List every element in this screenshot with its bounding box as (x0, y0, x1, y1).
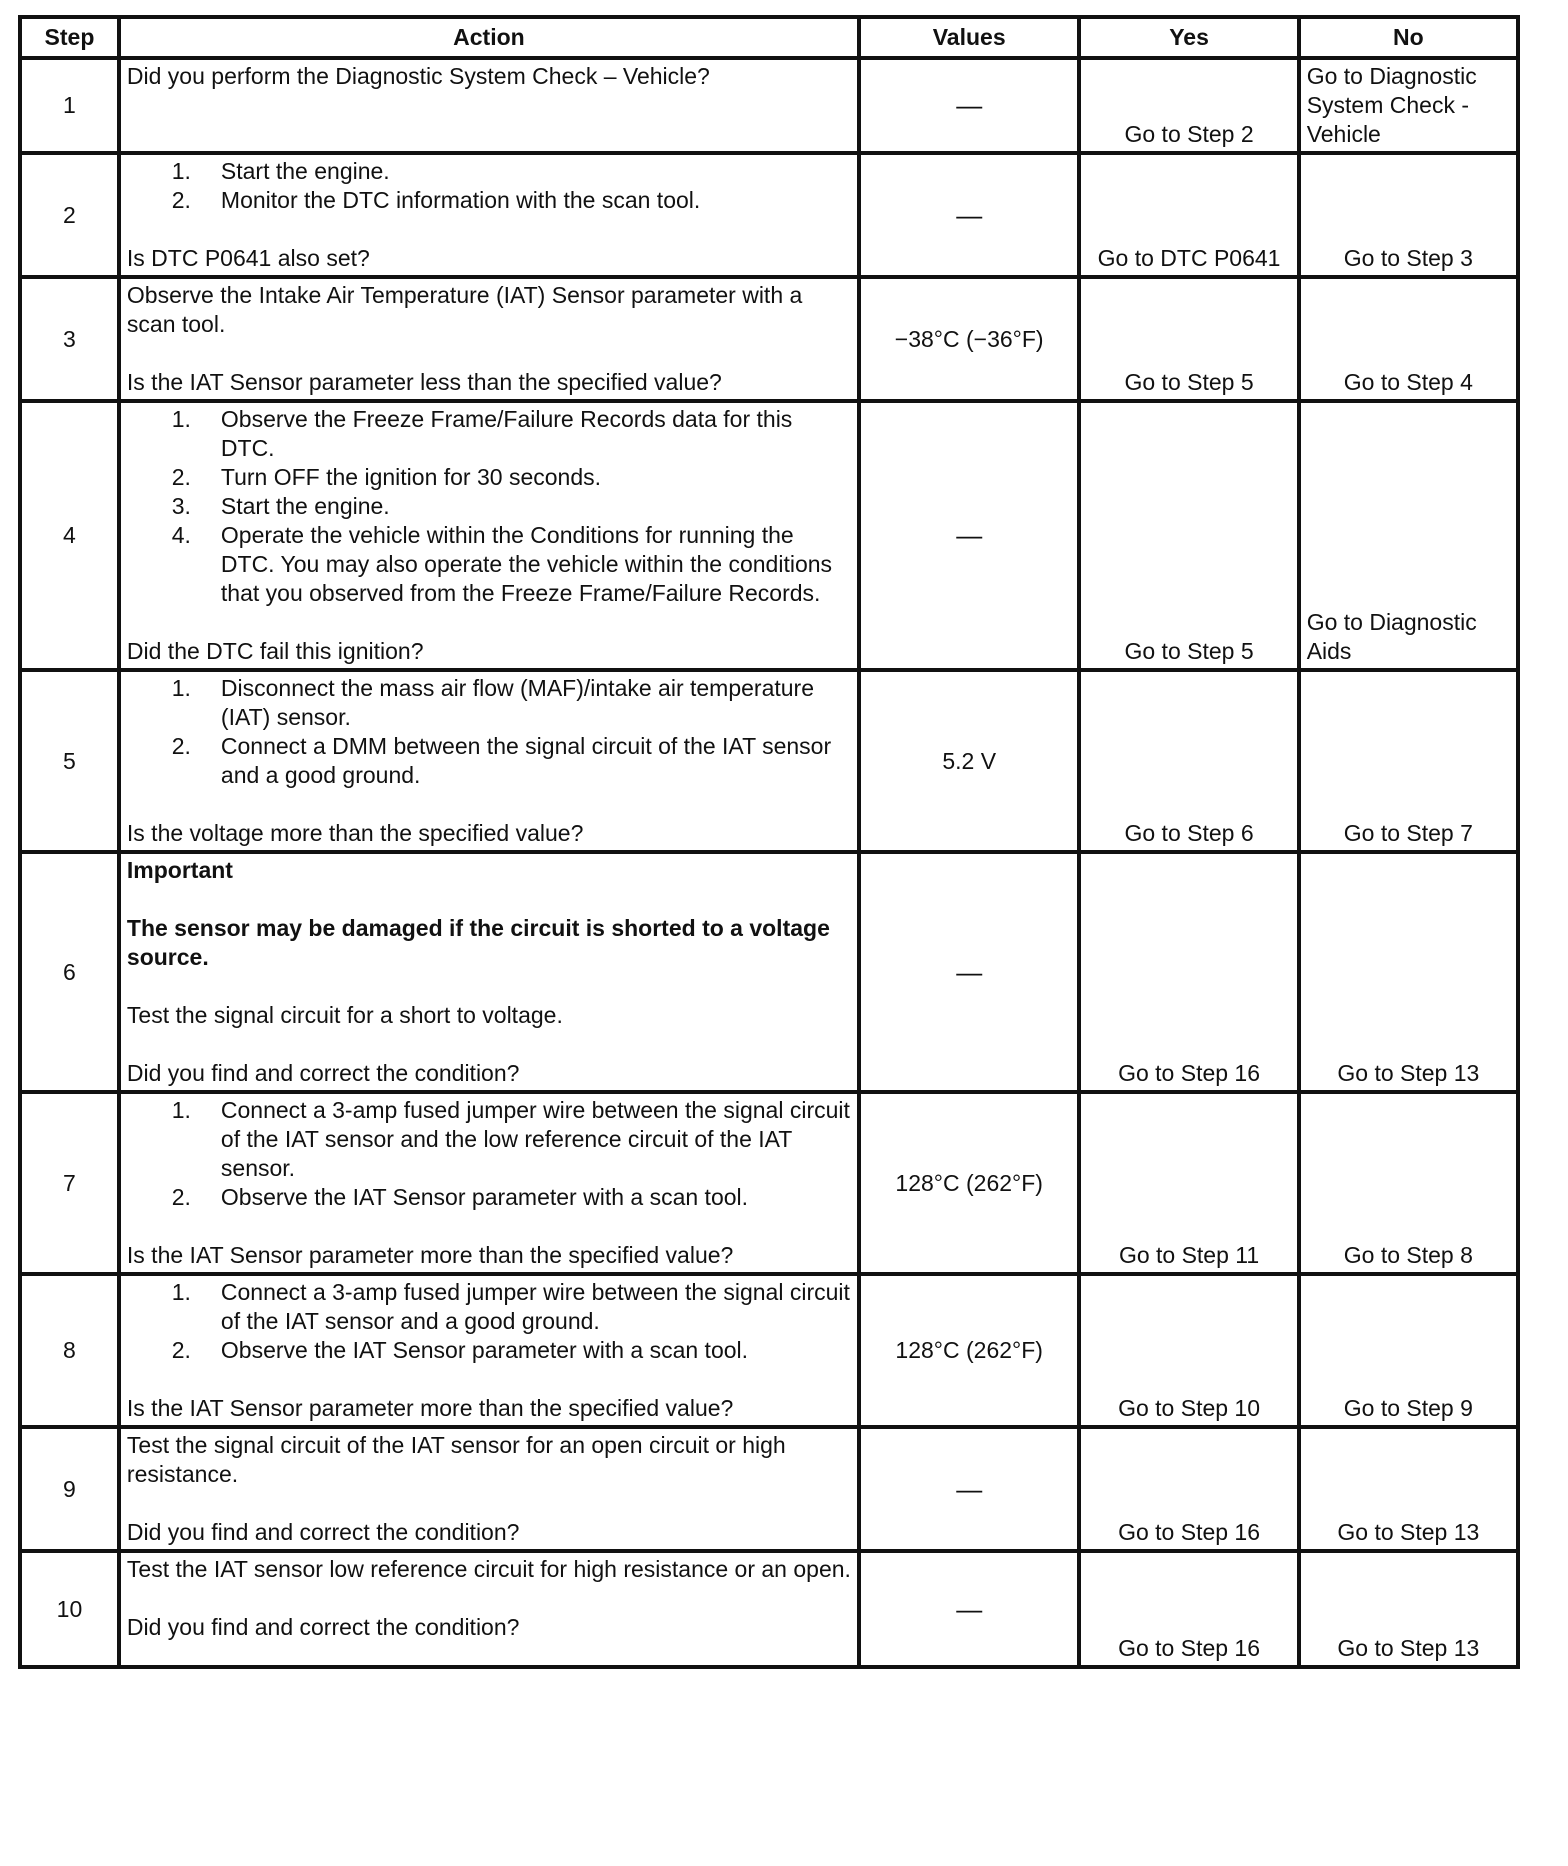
step-number: 8 (20, 1274, 119, 1427)
value-cell: — (859, 401, 1079, 670)
no-cell: Go to Step 7 (1299, 670, 1518, 852)
step-number: 2 (20, 153, 119, 277)
header-row (20, 17, 1518, 58)
value-cell: −38°C (−36°F) (859, 277, 1079, 401)
value-cell: — (859, 1551, 1079, 1667)
step-number: 4 (20, 401, 119, 670)
action-list (127, 1096, 851, 1212)
action-text: Did you perform the Diagnostic System Check – Vehicle? (126, 63, 710, 89)
table-row-step-5 (20, 670, 1518, 852)
action-question: Is the IAT Sensor parameter more than the specified value? (126, 1395, 734, 1421)
list-item: 2. Monitor the DTC information with the scan tool. (171, 187, 701, 213)
list-item: 4. Operate the vehicle within the Conditions for running the DTC. You may also operate the vehicle within the conditions that you observed from the Freeze Frame/Failure Records. (171, 522, 833, 606)
yes-cell: Go to Step 2 (1079, 58, 1298, 153)
important-text: The sensor may be damaged if the circuit is shorted to a voltage source. (126, 915, 830, 970)
list-item: 1. Disconnect the mass air flow (MAF)/intake air temperature (IAT) sensor. (171, 675, 814, 730)
value-cell: — (859, 58, 1079, 153)
list-item: 2. Observe the IAT Sensor parameter with a scan tool. (171, 1337, 749, 1363)
important-title: Important (126, 857, 233, 883)
action-cell (119, 58, 859, 153)
table-row-step-6 (20, 852, 1518, 1092)
table-row-step-3 (20, 277, 1518, 401)
action-list (127, 1278, 851, 1365)
action-list (127, 674, 851, 790)
list-item: 1. Observe the Freeze Frame/Failure Records data for this DTC. (171, 406, 793, 461)
no-cell: Go to Diagnostic System Check - Vehicle (1299, 58, 1518, 153)
list-item: 1. Connect a 3-amp fused jumper wire between the signal circuit of the IAT sensor and the low reference circuit of the IAT sensor. (171, 1097, 850, 1181)
action-cell (119, 1092, 859, 1274)
action-question: Is DTC P0641 also set? (126, 245, 370, 271)
action-list (127, 157, 851, 215)
step-number: 1 (20, 58, 119, 153)
action-text: Observe the Intake Air Temperature (IAT) Sensor parameter with a scan tool. (126, 282, 803, 337)
action-cell (119, 1427, 859, 1551)
step-number: 10 (20, 1551, 119, 1667)
value-cell: 128°C (262°F) (859, 1092, 1079, 1274)
action-cell (119, 401, 859, 670)
action-question: Did the DTC fail this ignition? (126, 638, 424, 664)
value-cell: — (859, 1427, 1079, 1551)
no-cell: Go to Diagnostic Aids (1299, 401, 1518, 670)
yes-cell: Go to Step 16 (1079, 1427, 1298, 1551)
action-text: Test the IAT sensor low reference circuit for high resistance or an open. (126, 1556, 851, 1582)
action-cell (119, 277, 859, 401)
no-cell: Go to Step 13 (1299, 852, 1518, 1092)
action-cell (119, 670, 859, 852)
list-item: 2. Observe the IAT Sensor parameter with a scan tool. (171, 1184, 749, 1210)
yes-cell: Go to Step 16 (1079, 1551, 1298, 1667)
step-number: 6 (20, 852, 119, 1092)
action-cell (119, 153, 859, 277)
action-cell (119, 1551, 859, 1667)
header-no: No (1299, 17, 1518, 58)
list-item: 1. Start the engine. (171, 158, 390, 184)
action-text: Test the signal circuit of the IAT sensor for an open circuit or high resistance. (126, 1432, 786, 1487)
action-question: Did you find and correct the condition? (126, 1519, 520, 1545)
yes-cell: Go to Step 6 (1079, 670, 1298, 852)
yes-cell: Go to DTC P0641 (1079, 153, 1298, 277)
no-cell: Go to Step 9 (1299, 1274, 1518, 1427)
step-number: 3 (20, 277, 119, 401)
table-row-step-9 (20, 1427, 1518, 1551)
action-list (127, 405, 851, 608)
list-item: 1. Connect a 3-amp fused jumper wire between the signal circuit of the IAT sensor and a good ground. (171, 1279, 850, 1334)
step-number: 9 (20, 1427, 119, 1551)
value-cell: 5.2 V (859, 670, 1079, 852)
table-row-step-2 (20, 153, 1518, 277)
action-cell (119, 1274, 859, 1427)
list-item: 2. Connect a DMM between the signal circuit of the IAT sensor and a good ground. (171, 733, 832, 788)
step-number: 5 (20, 670, 119, 852)
list-item: 2. Turn OFF the ignition for 30 seconds. (171, 464, 602, 490)
no-cell: Go to Step 4 (1299, 277, 1518, 401)
table-row-step-7 (20, 1092, 1518, 1274)
value-cell: 128°C (262°F) (859, 1274, 1079, 1427)
header-step: Step (20, 17, 119, 58)
yes-cell: Go to Step 5 (1079, 401, 1298, 670)
diagnostic-table (18, 15, 1520, 1669)
action-question: Is the IAT Sensor parameter more than the specified value? (126, 1242, 734, 1268)
header-yes: Yes (1079, 17, 1298, 58)
no-cell: Go to Step 13 (1299, 1551, 1518, 1667)
yes-cell: Go to Step 5 (1079, 277, 1298, 401)
table-row-step-10 (20, 1551, 1518, 1667)
action-question: Did you find and correct the condition? (126, 1614, 520, 1640)
diagnostic-table-grid (18, 15, 1520, 1669)
table-row-step-8 (20, 1274, 1518, 1427)
step-number: 7 (20, 1092, 119, 1274)
table-row-step-4 (20, 401, 1518, 670)
action-question: Did you find and correct the condition? (126, 1060, 520, 1086)
action-text: Test the signal circuit for a short to voltage. (126, 1002, 563, 1028)
action-question: Is the voltage more than the specified value? (126, 820, 584, 846)
yes-cell: Go to Step 16 (1079, 852, 1298, 1092)
no-cell: Go to Step 3 (1299, 153, 1518, 277)
action-cell (119, 852, 859, 1092)
yes-cell: Go to Step 10 (1079, 1274, 1298, 1427)
action-question: Is the IAT Sensor parameter less than the specified value? (126, 369, 722, 395)
header-values: Values (859, 17, 1079, 58)
value-cell: — (859, 852, 1079, 1092)
list-item: 3. Start the engine. (171, 493, 390, 519)
header-action: Action (119, 17, 859, 58)
value-cell: — (859, 153, 1079, 277)
yes-cell: Go to Step 11 (1079, 1092, 1298, 1274)
table-row-step-1 (20, 58, 1518, 153)
no-cell: Go to Step 13 (1299, 1427, 1518, 1551)
no-cell: Go to Step 8 (1299, 1092, 1518, 1274)
